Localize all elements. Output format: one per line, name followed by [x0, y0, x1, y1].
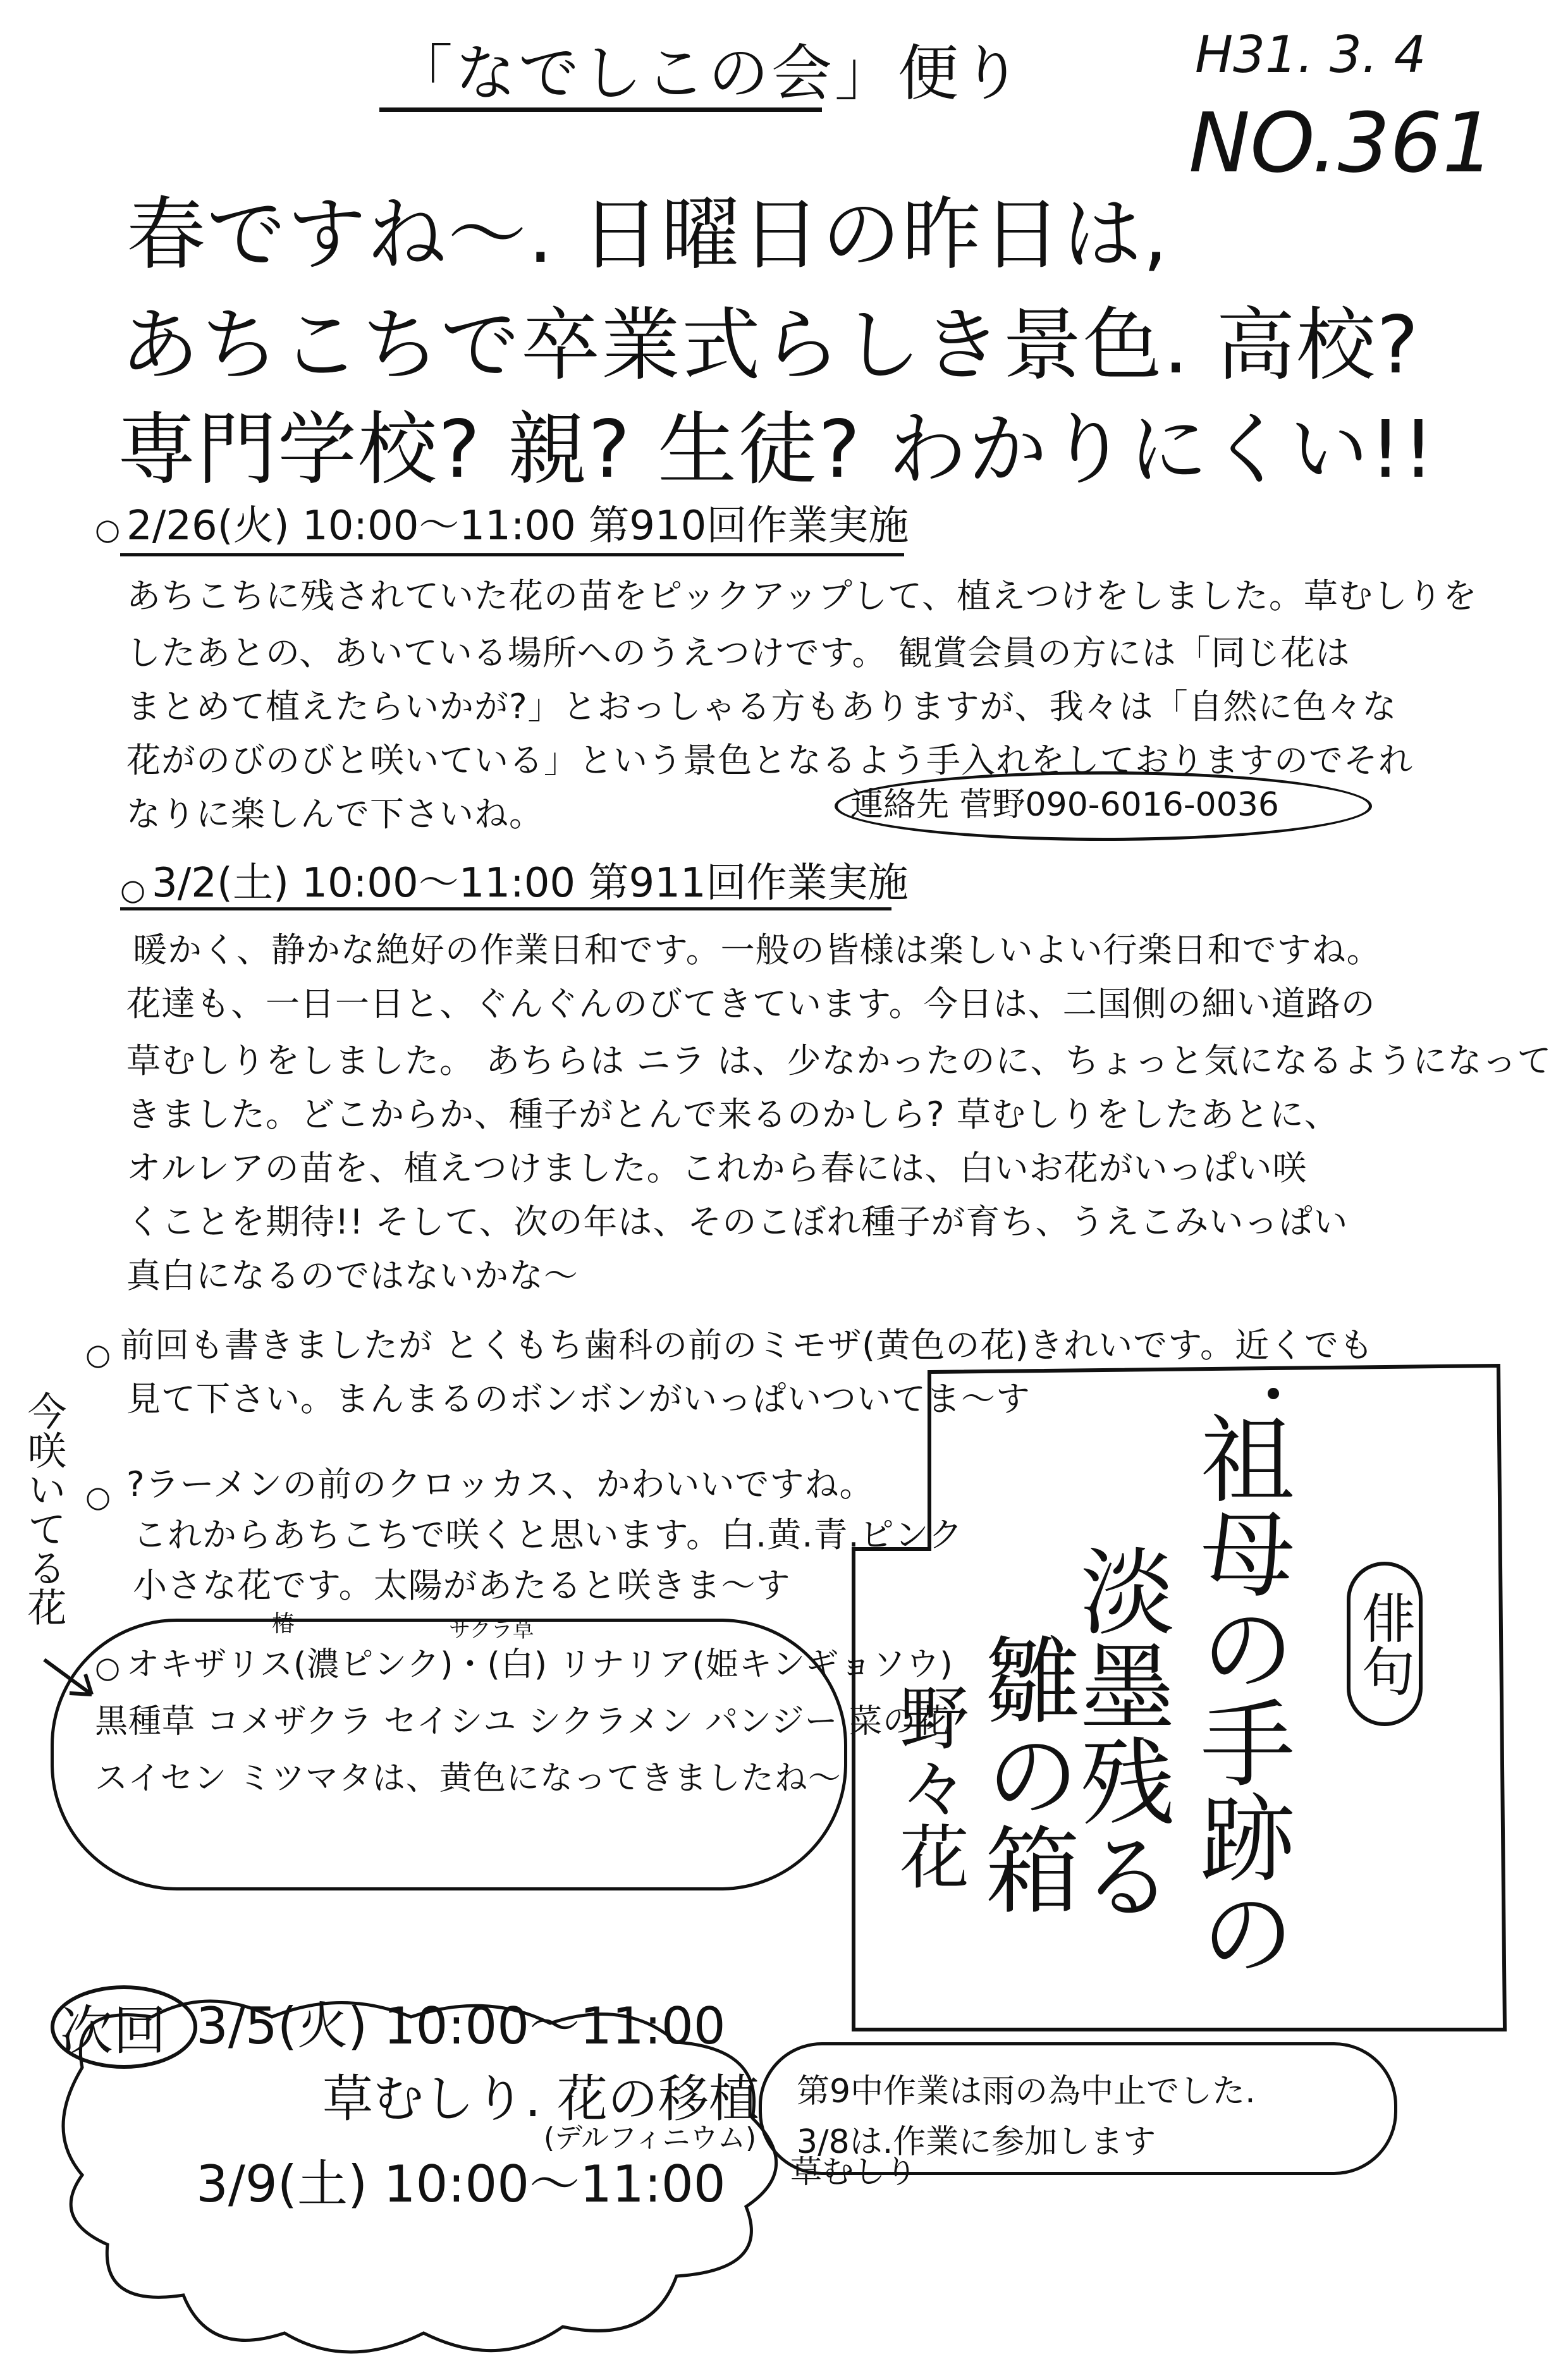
section4-bullet: ○	[85, 1480, 111, 1514]
issue-number: NO.361	[1189, 95, 1495, 191]
contact-info: 連絡先 菅野090-6016-0036	[850, 786, 1279, 824]
next-task-2: 草むしり	[790, 2154, 917, 2190]
poem-line-1: 祖母の手跡の	[1184, 1410, 1294, 1979]
section4-line-3: 小さな花です。太陽があたると咲きま〜す	[133, 1565, 791, 1605]
intro-line-2: あちこちで卒業式らしき景色. 高校?	[120, 300, 1420, 391]
section2-line-1: 暖かく、静かな絶好の作業日和です。一般の皆様は楽しいよい行楽日和ですね。	[133, 930, 1381, 970]
section3-line-2: 見て下さい。まんまるのボンボンがいっぱいついてま〜す	[126, 1379, 1031, 1419]
next-task-1-note: (デルフィニウム)	[544, 2122, 757, 2154]
section2-line-6: くことを期待!! そして、次の年は、そのこぼれ種子が育ち、うえこみいっぱい	[126, 1202, 1349, 1242]
flower-list-line-1: オキザリス(濃ピンク)・(白) リナリア(姫キンギョソウ)	[126, 1646, 953, 1684]
note-line-1: 第9中作業は雨の為中止でした.	[797, 2073, 1256, 2111]
flower-list-bullet: ○	[95, 1650, 121, 1684]
flower-annotation-primrose: サクラ草	[449, 1617, 534, 1643]
section1-line-4: 花がのびのびと咲いている」という景色となるよう手入れをしておりますのでそれ	[126, 740, 1413, 780]
section1-heading: 2/26(火) 10:00〜11:00 第910回作業実施	[126, 503, 909, 549]
flower-list-line-2: 黒種草 コメザクラ セイシユ シクラメン パンジー 菜の花	[95, 1703, 950, 1741]
newsletter-title: 「なでしこの会」便り	[392, 38, 1024, 109]
section1-line-1: あちこちに残されていた花の苗をピックアップして、植えつけをしました。草むしりを	[126, 576, 1478, 616]
poem-author: 野々花	[888, 1682, 969, 1890]
section2-line-2: 花達も、一日一日と、ぐんぐんのびてきています。今日は、二国側の細い道路の	[126, 984, 1376, 1024]
flower-list-line-3: スイセン ミツマタは、黄色になってきましたね〜	[95, 1760, 842, 1798]
section3-line-1: 前回も書きましたが とくもち歯科の前のミモザ(黄色の花)きれいです。近くでも	[120, 1325, 1374, 1365]
next-label: 次回	[60, 2000, 167, 2062]
note-line-2: 3/8は.作業に参加します	[797, 2123, 1156, 2161]
section1-bullet: ○	[95, 512, 121, 546]
section1-line-5: なりに楽しんで下さいね。	[126, 794, 544, 834]
issue-date: H31. 3. 4	[1195, 25, 1426, 84]
poem-line-3: 雛の箱	[969, 1631, 1079, 1916]
section4-line-2: これからあちこちで咲くと思います。白.黄.青.ピンク	[133, 1515, 964, 1555]
flower-annotation-camellia: 椿	[272, 1611, 295, 1637]
section2-line-3: 草むしりをしました。 あちらは ニラ は、少なかったのに、ちょっと気になるようになって	[126, 1041, 1552, 1081]
blooming-now-label: 今咲いてる花	[21, 1391, 67, 1626]
poem-line-2: 淡墨残る	[1063, 1543, 1174, 1922]
next-date-1: 3/5(火) 10:00〜11:00	[196, 1997, 726, 2055]
section3-bullet: ○	[85, 1337, 111, 1371]
section2-line-5: オルレアの苗を、植えつけました。これから春には、白いお花がいっぱい咲	[126, 1148, 1308, 1188]
poem-dot	[1268, 1388, 1279, 1399]
section2-bullet: ○	[120, 873, 146, 907]
section2-line-4: きました。どこからか、種子がとんで来るのかしら? 草むしりをしたあとに、	[126, 1094, 1339, 1134]
intro-line-3: 専門学校? 親? 生徒? わかりにくい!!	[117, 404, 1436, 496]
next-date-2: 3/9(土) 10:00〜11:00	[196, 2155, 726, 2214]
section1-heading-underline	[120, 553, 904, 556]
section2-heading: 3/2(土) 10:00〜11:00 第911回作業実施	[152, 860, 909, 907]
section2-heading-underline	[120, 907, 891, 910]
section1-line-2: したあとの、あいている場所へのうえつけです。 観賞会員の方には「同じ花は	[126, 633, 1351, 673]
next-task-1: 草むしり. 花の移植	[322, 2069, 759, 2128]
section1-line-3: まとめて植えたらいかが?」とおっしゃる方もありますが、我々は「自然に色々な	[126, 687, 1397, 726]
haiku-badge: 俳句	[1347, 1562, 1423, 1726]
section4-line-1: ?ラーメンの前のクロッカス、かわいいですね。	[126, 1464, 874, 1504]
section2-line-7: 真白になるのではないかな〜	[126, 1256, 579, 1296]
intro-line-1: 春ですね〜. 日曜日の昨日は,	[126, 189, 1170, 281]
title-underline	[379, 107, 822, 112]
